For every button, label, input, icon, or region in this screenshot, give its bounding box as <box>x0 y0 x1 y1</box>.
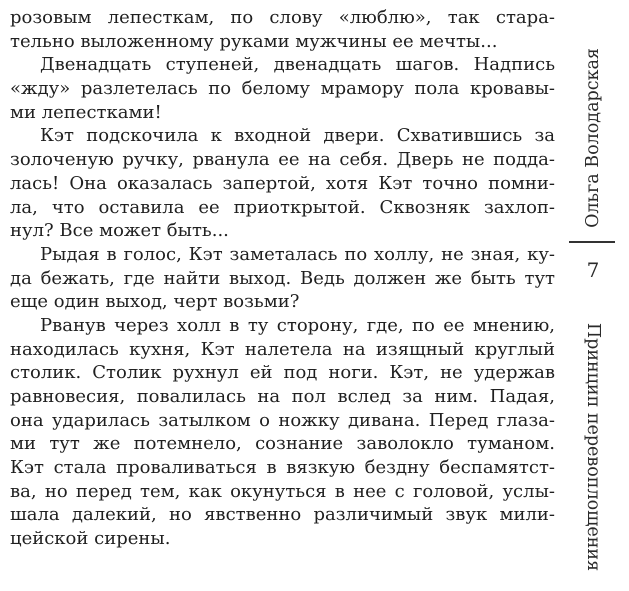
divider <box>569 241 615 243</box>
text-line: столик. Столик рухнул ей под ноги. Кэт, не удержав <box>10 362 555 384</box>
text-line: равновесия, повалилась на пол вслед за ним. Падая, <box>10 386 555 407</box>
book-title: Принцип перевоплощения <box>583 322 603 572</box>
text-line: находилась кухня, Кэт налетела на изящный круглый <box>10 338 555 360</box>
page-number: 7 <box>586 258 600 282</box>
text-line: Кэт подскочила к входной двери. Схватившись за <box>40 125 555 147</box>
text-line: золоченую ручку, рванула ее на себя. Дверь не подда- <box>10 149 555 171</box>
author-name: Ольга Володарская <box>583 48 603 228</box>
text-line: Рванув через холл в ту сторону, где, по ее мнению, <box>40 314 555 336</box>
text-line: она ударилась затылком о ножку дивана. Перед глаза- <box>10 409 555 431</box>
text-line: нул? Все может быть... <box>10 220 229 242</box>
text-line: лась! Она оказалась запертой, хотя Кэт точно помни- <box>10 172 555 194</box>
text-line: «жду» разлетелась по белому мрамору пола кровавы- <box>10 78 555 100</box>
text-line: розовым лепесткам, по слову «люблю», так стара- <box>10 7 555 28</box>
text-line: еще один выход, черт возьми? <box>10 291 300 313</box>
text-line: Рыдая в голос, Кэт заметалась по холлу, не зная, ку- <box>40 243 555 265</box>
text-line: ми тут же потемнело, сознание заволокло туманом. <box>10 433 555 455</box>
text-line: тельно выложенному руками мужчины ее мечты... <box>10 30 498 52</box>
text-line: да бежать, где найти выход. Ведь должен же быть тут <box>10 267 555 289</box>
text-line: шала далекий, но явственно различимый звук мили- <box>10 504 555 526</box>
text-line: Кэт стала проваливаться в вязкую бездну беспамятст- <box>10 457 555 479</box>
text-line: ми лепестками! <box>10 101 162 123</box>
body-text <box>10 6 555 551</box>
running-head <box>567 0 619 591</box>
text-line: Двенадцать ступеней, двенадцать шагов. Надпись <box>40 54 555 76</box>
text-line: цейской сирены. <box>10 528 171 550</box>
text-line: ва, но перед тем, как окунуться в нее с головой, услы- <box>10 480 555 502</box>
text-line: ла, что оставила ее приоткрытой. Сквозняк захлоп- <box>10 196 555 218</box>
